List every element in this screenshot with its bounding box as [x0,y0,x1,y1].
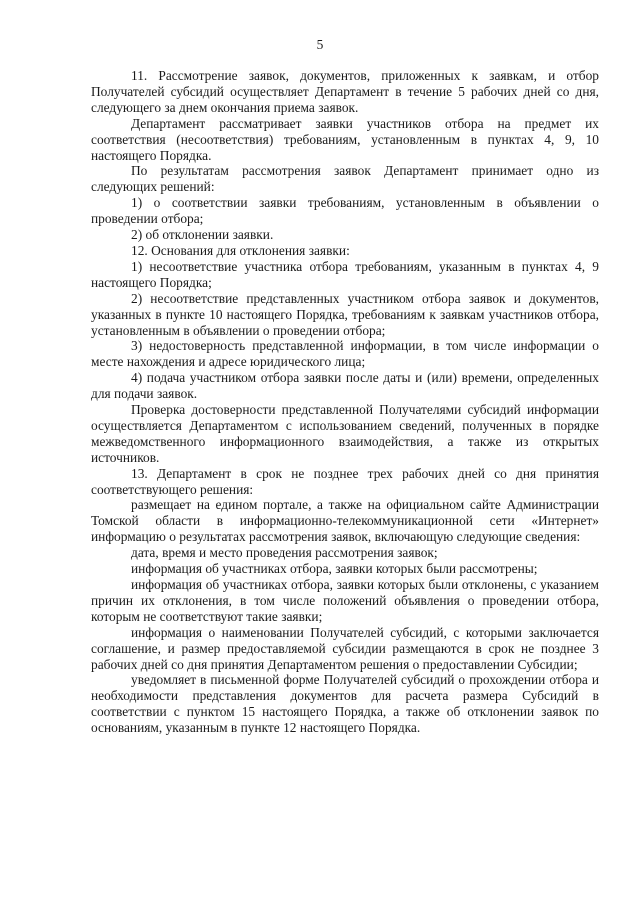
paragraph: размещает на едином портале, а также на официальном сайте Администрации Томской области в информационно-телекоммуникационной сети «Интернет» информацию о результатах рассмотрения заявок, включающую следующие сведения: [91,497,599,545]
list-item: информация об участниках отбора, заявки которых были отклонены, с указанием причин их отклонения, в том числе положений объявления о проведении отбора, которым не соответствуют такие заявки; [91,577,599,624]
paragraph: Проверка достоверности представленной Получателями субсидий информации осуществляется Департаментом с использованием сведений, полученных в порядке межведомственного информационного взаимодействия, а также из открытых источников. [91,402,599,465]
page-number: 5 [316,37,324,52]
paragraph: информация о наименовании Получателей субсидий, с которыми заключается соглашение, и размер предоставляемой субсидии размещаются в срок не позднее 3 рабочих дней со дня принятия Департаментом решения о предоставлении Субсидии; [91,624,599,672]
list-item: 2) несоответствие представленных участником отбора заявок и документов, указанных в пункте 10 настоящего Порядка, требованиям к заявкам участников отбора, установленным в объявлении о проведении отбора; [91,290,599,338]
paragraph: По результатам рассмотрения заявок Департамент принимает одно из следующих решений: [91,163,599,195]
paragraph-13: 13. Департамент в срок не позднее трех рабочих дней со дня принятия соответствующего решения: [91,465,599,497]
list-item: дата, время и место проведения рассмотрения заявок; [131,545,438,561]
list-item: 4) подача участником отбора заявки после даты и (или) времени, определенных для подачи заявок. [91,370,599,402]
list-item: 3) недостоверность представленной информации, в том числе информации о месте нахождения и адресе юридического лица; [91,338,599,370]
paragraph-11: 11. Рассмотрение заявок, документов, приложенных к заявкам, и отбор Получателей субсидий осуществляет Департамент в течение 5 рабочих дней со дня, следующего за днем окончания приема заявок. [91,68,599,115]
document-body [91,68,599,736]
paragraph-12: 12. Основания для отклонения заявки: [131,242,350,258]
paragraph: уведомляет в письменной форме Получателей субсидий о прохождении отбора и необходимости представления документов для расчета размера Субсидий в соответствии с пунктом 15 настоящего Порядка, а также об отклонении заявок по основаниям, указанным в пункте 12 настоящего Порядка. [91,672,599,736]
list-item: 2) об отклонении заявки. [131,227,274,243]
list-item: информация об участниках отбора, заявки которых были рассмотрены; [131,561,538,577]
paragraph: Департамент рассматривает заявки участников отбора на предмет их соответствия (несоответствия) требованиям, установленным в пунктах 4, 9, 10 настоящего Порядка. [91,115,599,163]
list-item: 1) несоответствие участника отбора требованиям, указанным в пунктах 4, 9 настоящего Порядка; [91,258,599,290]
list-item: 1) о соответствии заявки требованиям, установленным в объявлении о проведении отбора; [91,195,599,227]
